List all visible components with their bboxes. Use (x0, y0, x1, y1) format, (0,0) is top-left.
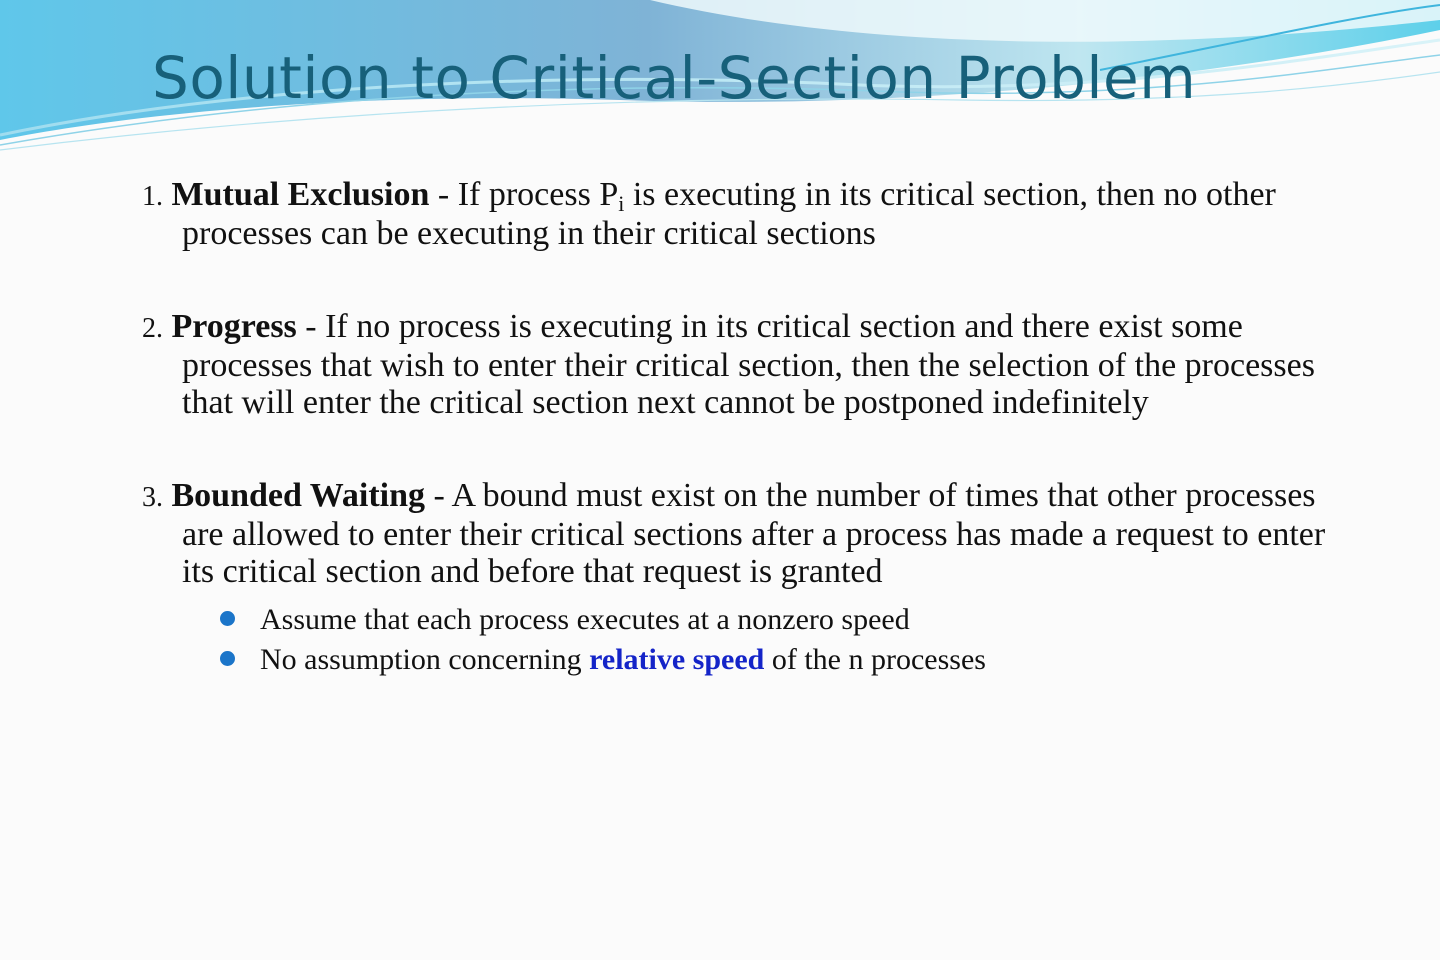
point-text: - If process P (429, 176, 619, 213)
subscript-i: i (618, 191, 625, 216)
bullet-dot-icon (220, 611, 235, 626)
point-mutual-exclusion (142, 176, 1342, 252)
point-term: Progress (171, 308, 297, 345)
slide-title: Solution to Critical-Section Problem (152, 44, 1197, 112)
bullet-dot-icon (220, 651, 235, 666)
sub-bullet-item (220, 600, 1342, 640)
point-text: - A bound must exist on the number of times that other processes are allowed to enter their critical sections after a process has made a request to enter its critical section and before that request is granted (182, 477, 1326, 590)
sub-bullet-item (220, 640, 1342, 680)
point-term: Bounded Waiting (171, 477, 426, 514)
slide-content (142, 176, 1342, 680)
point-text: - If no process is executing in its critical section and there exist some processes that wish to enter their critical section, then the selection of the processes that will enter the critical section next cannot be postponed indefinitely (182, 308, 1315, 421)
sub-bullet-list (142, 600, 1342, 680)
sub-bullet-text-continued: of the n processes (764, 643, 986, 676)
point-term: Mutual Exclusion (171, 176, 430, 213)
point-number: 3. (142, 482, 163, 513)
sub-bullet-text: Assume that each process executes at a nonzero speed (260, 603, 910, 636)
point-bounded-waiting (142, 477, 1342, 590)
highlighted-term: relative speed (589, 643, 765, 676)
point-number: 2. (142, 313, 163, 344)
point-text-continued: is executing in its critical section, then no other processes can be executing in their critical sections (182, 176, 1276, 252)
point-progress (142, 308, 1342, 421)
point-number: 1. (142, 181, 163, 212)
sub-bullet-text: No assumption concerning (260, 643, 590, 676)
